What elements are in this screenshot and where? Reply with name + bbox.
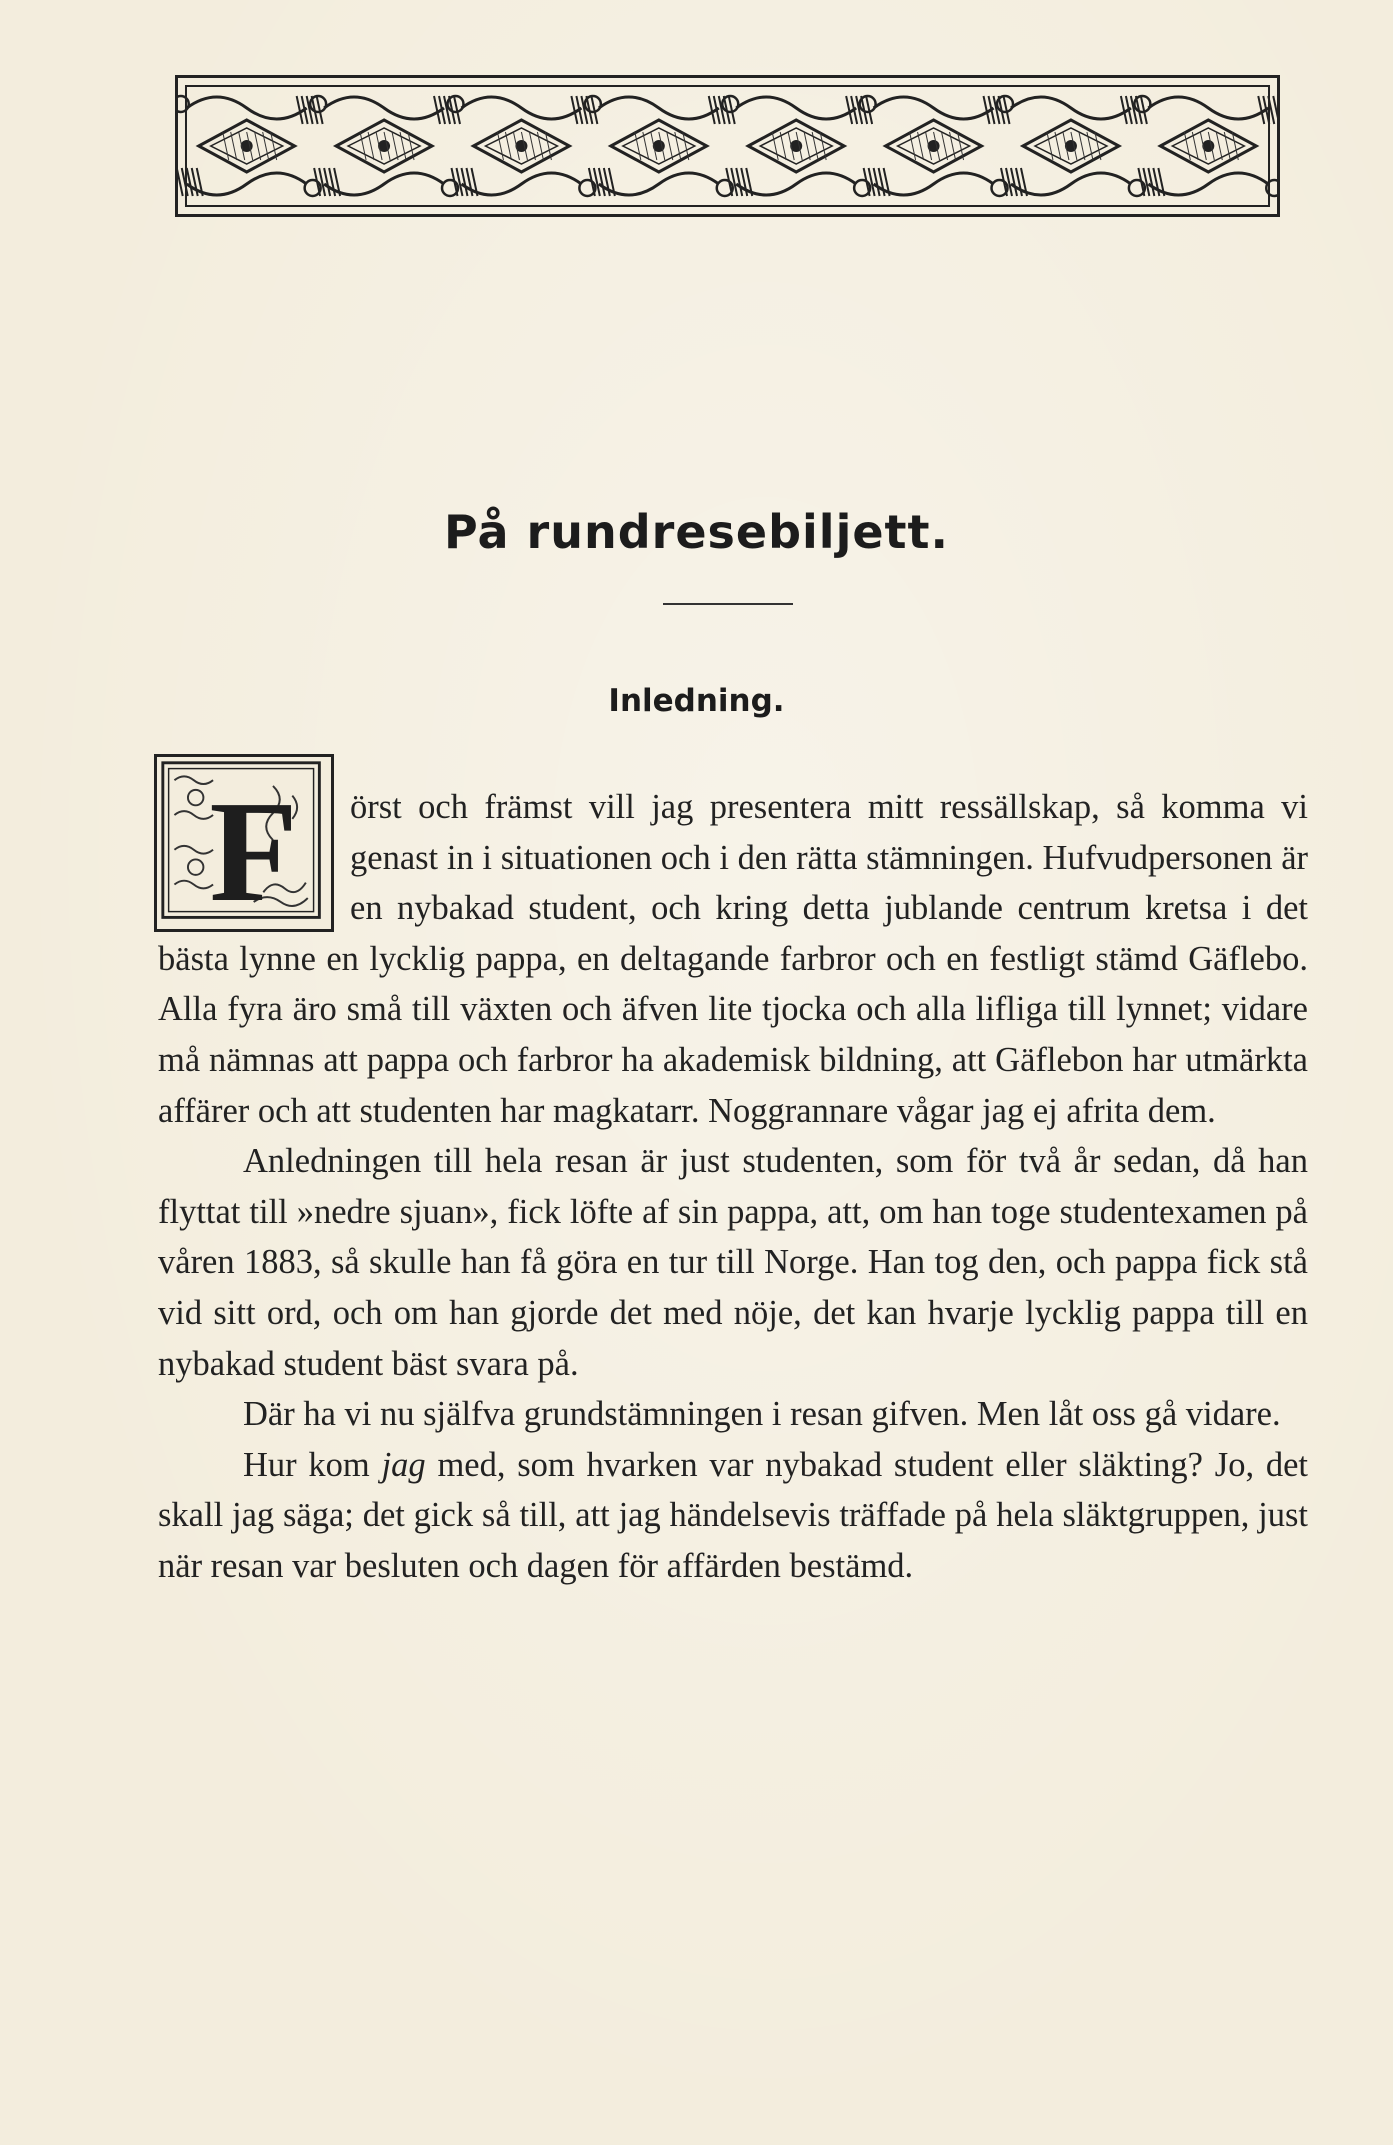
- decorated-initial-icon: [157, 757, 331, 929]
- title-divider: [663, 603, 793, 605]
- emphasized-word: jag: [381, 1445, 426, 1484]
- chapter-title: På rundresebiljett.: [444, 505, 949, 559]
- paragraph-2: Anledningen till hela resan är just studenten, som för två år sedan, då han flyttat till »nedre sjuan», fick löfte af sin pappa, att, om han toge studentexamen på våren 1883, så skulle han få göra en tur till Norge. Han tog den, och pappa fick stå vid sitt ord, och om han gjorde det med nöje, det kan hvarje lycklig pappa till en nybakad student bäst svara på.: [158, 1142, 1308, 1383]
- paragraph-3: Där ha vi nu själfva grundstämningen i resan gifven. Men låt oss gå vidare.: [243, 1395, 1281, 1434]
- paragraph-4-rest: med, som hvarken var nybakad student eller släkting? Jo, det skall jag säga; det gick så till, att jag händelsevis träffade på hela släktgruppen, just när resan var besluten och dagen för affärden bestämd.: [158, 1445, 1308, 1585]
- paragraph-1: örst och främst vill jag presentera mitt ressällskap, så komma vi genast in i situationen och i den rätta stämningen. Hufvudpersonen är en nybakad student, och kring detta jublande centrum kretsa i det bästa lynne en lycklig pappa, en deltagande farbror och en festligt stämd Gäflebo. Alla fyra äro små till växten och äfven lite tjocka och alla lifliga till lynnet; vidare må nämnas att pappa och farbror ha akademisk bildning, att Gäflebon har utmärkta affärer och att studenten har magkatarr. Noggrannare vågar jag ej afrita dem.: [158, 788, 1308, 1130]
- section-heading: Inledning.: [608, 683, 785, 719]
- body-text: [158, 772, 1308, 1592]
- paragraph-4: [158, 1440, 1308, 1592]
- dropcap-initial: [154, 754, 334, 932]
- ornament-pattern-icon: [178, 78, 1277, 214]
- paragraph-4-start: Hur kom: [243, 1445, 382, 1484]
- ornamental-header-band: [175, 75, 1280, 217]
- svg-text:F: F: [209, 772, 298, 929]
